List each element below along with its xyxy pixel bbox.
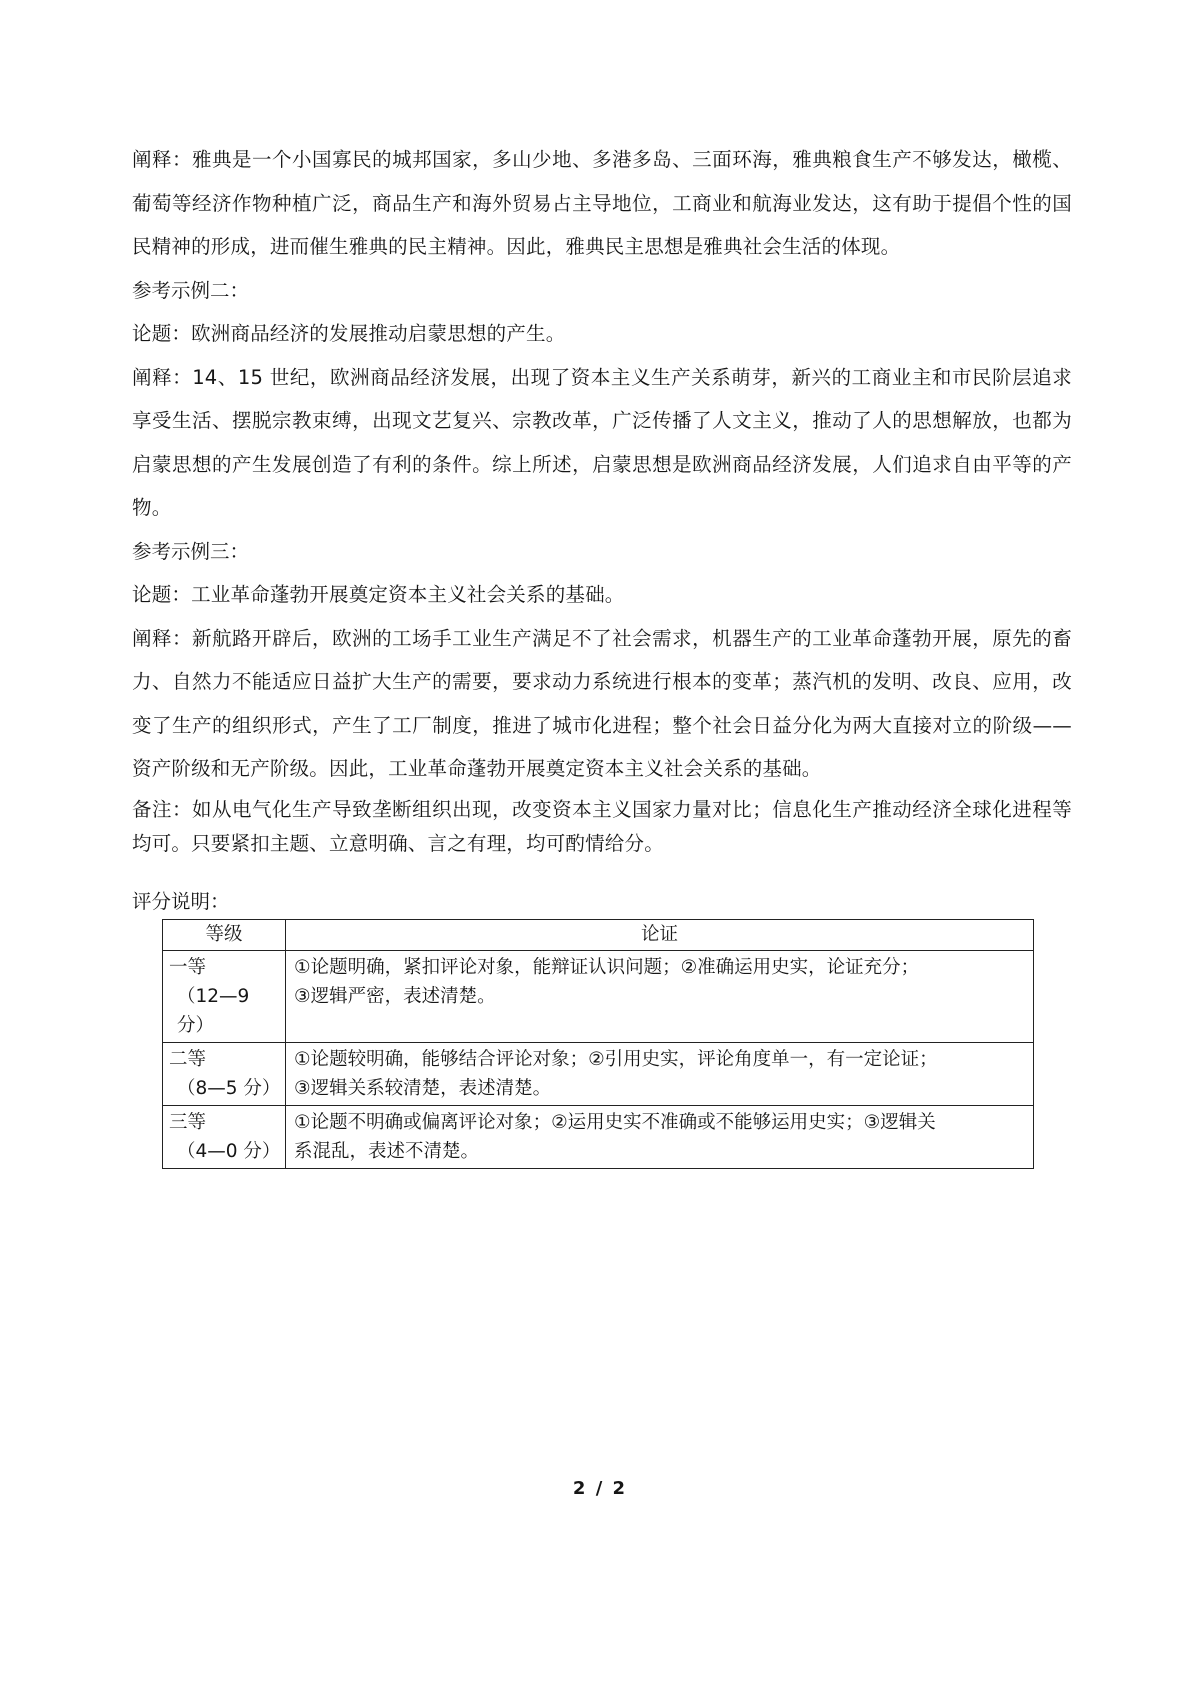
argument-cell [286, 950, 1034, 1042]
scoring-table [162, 919, 1034, 1169]
argument-cell [286, 1105, 1034, 1168]
argument-line: ③逻辑严密，表述清楚。 [294, 985, 496, 1007]
table-header-row [163, 919, 1034, 950]
table-row [163, 950, 1034, 1042]
header-level: 等级 [163, 919, 286, 950]
example2-explanation: 阐释：14、15 世纪，欧洲商品经济发展，出现了资本主义生产关系萌芽，新兴的工商业主和市民阶层追求享受生活、摆脱宗教束缚，出现文艺复兴、宗教改革，广泛传播了人文主义，推动了人的思想解放，也都为启蒙思想的产生发展创造了有利的条件。综上所述，启蒙思想是欧洲商品经济发展，人们追求自由平等的产物。 [132, 365, 1072, 519]
level-range: （12—9 分） [177, 985, 250, 1036]
scoring-title: 评分说明： [132, 889, 230, 913]
example2-label: 参考示例二： [132, 278, 250, 302]
example3-label: 参考示例三： [132, 539, 250, 563]
answer-content [132, 138, 1072, 1169]
argument-cell [286, 1042, 1034, 1105]
level-name: 三等 [169, 1111, 207, 1133]
argument-line: 系混乱，表述不清楚。 [294, 1140, 480, 1162]
remark-note: 备注：如从电气化生产导致垄断组织出现，改变资本主义国家力量对比；信息化生产推动经济全球化进程等均可。只要紧扣主题、立意明确、言之有理，均可酌情给分。 [132, 797, 1072, 855]
level-cell [163, 1042, 286, 1105]
level-name: 二等 [169, 1048, 207, 1070]
argument-line: ①论题较明确，能够结合评论对象；②引用史实，评论角度单一，有一定论证； [294, 1048, 938, 1070]
example3-topic: 论题：工业革命蓬勃开展奠定资本主义社会关系的基础。 [132, 583, 625, 606]
page-number: 2 / 2 [572, 1478, 628, 1499]
header-argument: 论证 [286, 919, 1034, 950]
level-cell [163, 1105, 286, 1168]
example1-explanation: 阐释：雅典是一个小国寡民的城邦国家，多山少地、多港多岛、三面环海，雅典粮食生产不够发达，橄榄、葡萄等经济作物种植广泛，商品生产和海外贸易占主导地位，工商业和航海业发达，这有助于提倡个性的国民精神的形成，进而催生雅典的民主精神。因此，雅典民主思想是雅典社会生活的体现。 [132, 148, 1072, 258]
example2-topic: 论题：欧洲商品经济的发展推动启蒙思想的产生。 [132, 322, 566, 345]
level-cell [163, 950, 286, 1042]
argument-line: ③逻辑关系较清楚，表述清楚。 [294, 1077, 552, 1099]
argument-line: ①论题明确，紧扣评论对象，能辩证认识问题；②准确运用史实，论证充分； [294, 956, 920, 978]
level-range: （8—5 分） [177, 1077, 281, 1099]
example3-explanation: 阐释：新航路开辟后，欧洲的工场手工业生产满足不了社会需求，机器生产的工业革命蓬勃开展，原先的畜力、自然力不能适应日益扩大生产的需要，要求动力系统进行根本的变革；蒸汽机的发明、改良、应用，改变了生产的组织形式，产生了工厂制度，推进了城市化进程；整个社会日益分化为两大直接对立的阶级——资产阶级和无产阶级。因此，工业革命蓬勃开展奠定资本主义社会关系的基础。 [132, 626, 1072, 780]
level-name: 一等 [169, 956, 207, 978]
argument-line: ①论题不明确或偏离评论对象；②运用史实不准确或不能够运用史实；③逻辑关 [294, 1111, 936, 1133]
table-row [163, 1105, 1034, 1168]
level-range: （4—0 分） [177, 1140, 281, 1162]
table-row [163, 1042, 1034, 1105]
